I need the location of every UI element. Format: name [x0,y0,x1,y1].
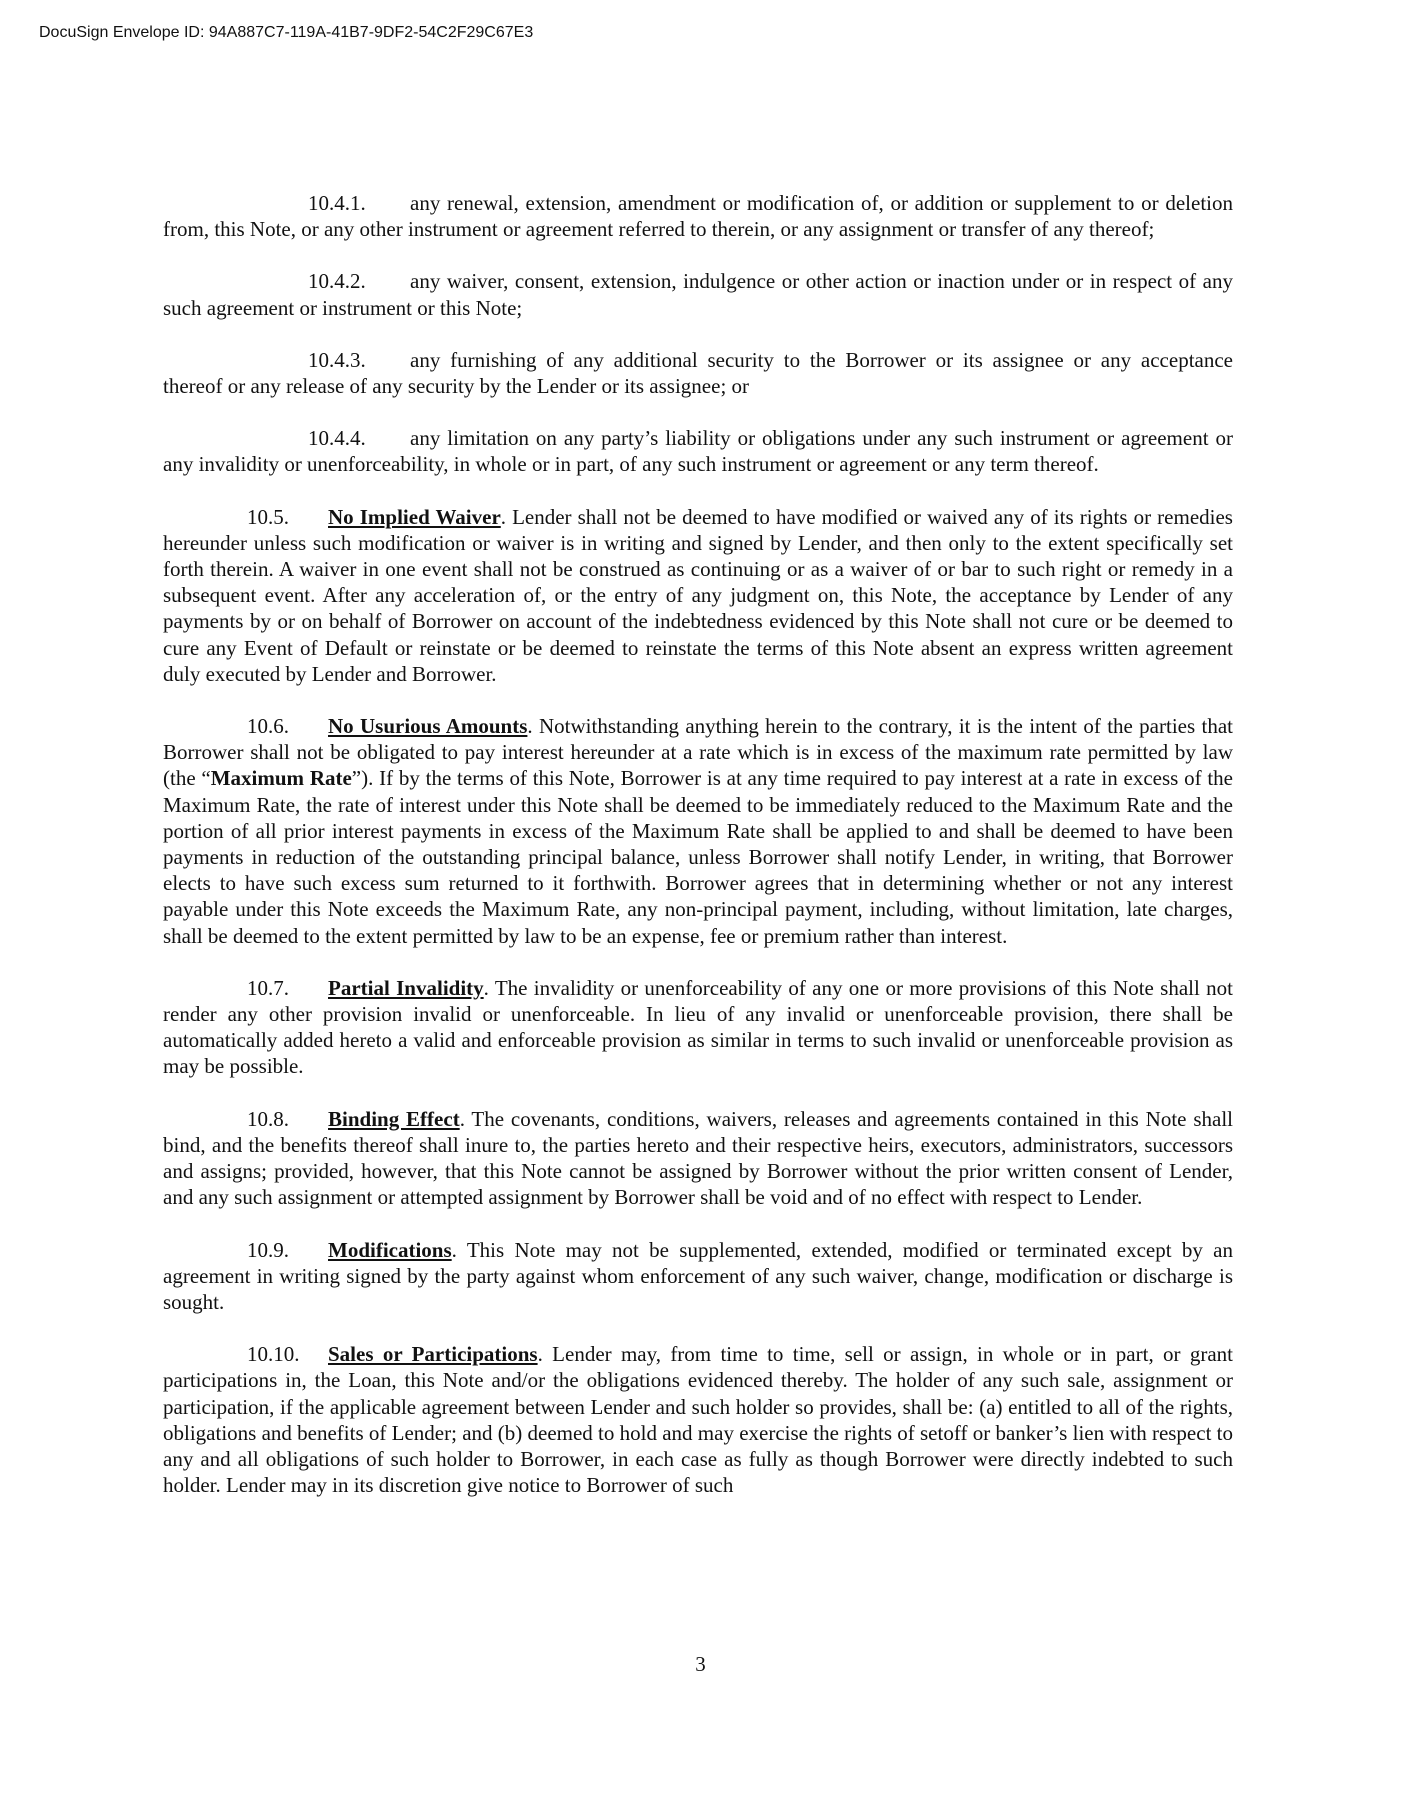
section-heading: No Implied Waiver [328,504,501,529]
clause-number: 10.4.4. [308,426,366,451]
section-text: . Lender shall not be deemed to have modified or waived any of its rights or remedies hereunder unless such modification or waiver is in writing and signed by Lender, and then only to the extent specifically set forth therein. A waiver in one event shall not be construed as continuing or as a waiver of or bar to such right or remedy in a subsequent event. After any acceleration of, or the entry of any judgment on, this Note, the acceptance by Lender of any payments by or on behalf of Borrower on account of the indebtedness evidenced by this Note shall not cure or be deemed to cure any Event of Default or reinstate or be deemed to reinstate the terms of this Note absent an express written agreement duly executed by Lender and Borrower. [163,504,1233,686]
section-text: . Lender may, from time to time, sell or assign, in whole or in part, or grant participations in, the Loan, this Note and/or the obligations evidenced thereby. The holder of any such sale, assignment or participation, if the applicable agreement between Lender and such holder so provides, shall be: (a) entitled to all of the rights, obligations and benefits of Lender; and (b) deemed to hold and may exercise the rights of setoff or banker’s lien with respect to any and all obligations of such holder to Borrower, in each case as fully as though Borrower were directly indebted to such holder. Lender may in its discretion give notice to Borrower of such [163,1342,1233,1498]
section-heading: No Usurious Amounts [328,714,528,739]
clause-text: any limitation on any party’s liability or obligations under any such instrument or agreement or any invalidity or unenforceability, in whole or in part, of any such instrument or agreement or any term thereof. [163,426,1233,477]
section-text: . The covenants, conditions, waivers, releases and agreements contained in this Note shall bind, and the benefits thereof shall inure to, the parties hereto and their respective heirs, executors, administrators, successors and assigns; provided, however, that this Note cannot be assigned by Borrower without the prior written consent of Lender, and any such assignment or attempted assignment by Borrower shall be void and of no effect with respect to Lender. [163,1106,1233,1210]
section-10-10 [163,1341,1233,1498]
section-number: 10.9. [247,1237,289,1262]
section-number: 10.8. [247,1106,289,1131]
clause-number: 10.4.1. [308,191,366,215]
subclause-10-4-4 [163,425,1233,477]
section-10-7 [163,975,1233,1080]
clause-text: any waiver, consent, extension, indulgence or other action or inaction under or in respect of any such agreement or instrument or this Note; [163,269,1233,320]
clause-text: any furnishing of any additional security to the Borrower or its assignee or any acceptance thereof or any release of any security by the Lender or its assignee; or [163,347,1233,399]
page-number: 3 [695,1652,706,1676]
section-number: 10.10. [247,1342,300,1367]
subclause-10-4-3 [163,347,1233,399]
section-heading: Modifications [328,1237,452,1262]
section-10-6 [163,713,1233,949]
defined-term: Maximum Rate [210,766,352,791]
section-text: . This Note may not be supplemented, extended, modified or terminated except by an agreement in writing signed by the party against whom enforcement of any such waiver, change, modification or discharge is sought. [163,1237,1233,1314]
section-10-9 [163,1237,1233,1316]
section-number: 10.7. [247,975,289,1000]
section-heading: Partial Invalidity [328,975,484,1000]
section-heading: Sales or Participations [328,1342,538,1367]
section-text: . Notwithstanding anything herein to the contrary, it is the intent of the parties that Borrower shall not be obligated to pay interest hereunder at a rate which is in excess of the maximum rate permitted by law (the “ [163,714,1233,791]
section-number: 10.5. [247,504,289,529]
subclause-10-4-2 [163,268,1233,320]
section-10-8 [163,1106,1233,1211]
envelope-id-header: DocuSign Envelope ID: 94A887C7-119A-41B7-9DF2-54C2F29C67E3 [39,24,534,41]
section-text: ”). If by the terms of this Note, Borrower is at any time required to pay interest at a rate in excess of the Maximum Rate, the rate of interest under this Note shall be deemed to be immediately reduced to the Maximum Rate and the portion of all prior interest payments in excess of the Maximum Rate shall be applied to and shall be deemed to have been payments in reduction of the outstanding principal balance, unless Borrower shall notify Lender, in writing, that Borrower elects to have such excess sum returned to it forthwith. Borrower agrees that in determining whether or not any interest payable under this Note exceeds the Maximum Rate, any non-principal payment, including, without limitation, late charges, shall be deemed to the extent permitted by law to be an expense, fee or premium rather than interest. [163,766,1233,948]
subclause-10-4-1 [163,190,1233,242]
section-text: . The invalidity or unenforceability of any one or more provisions of this Note shall not render any other provision invalid or unenforceable. In lieu of any invalid or unenforceable provision, there shall be automatically added hereto a valid and enforceable provision as similar in terms to such invalid or unenforceable provision as may be possible. [163,975,1233,1079]
document-body [163,190,1233,1524]
section-heading: Binding Effect [328,1106,460,1131]
section-10-5 [163,504,1233,687]
section-number: 10.6. [247,714,289,739]
clause-number: 10.4.2. [308,269,366,294]
clause-number: 10.4.3. [308,347,366,372]
clause-text: any renewal, extension, amendment or modification of, or addition or supplement to or deletion from, this Note, or any other instrument or agreement referred to therein, or any assignment or transfer of any thereof; [163,191,1233,242]
